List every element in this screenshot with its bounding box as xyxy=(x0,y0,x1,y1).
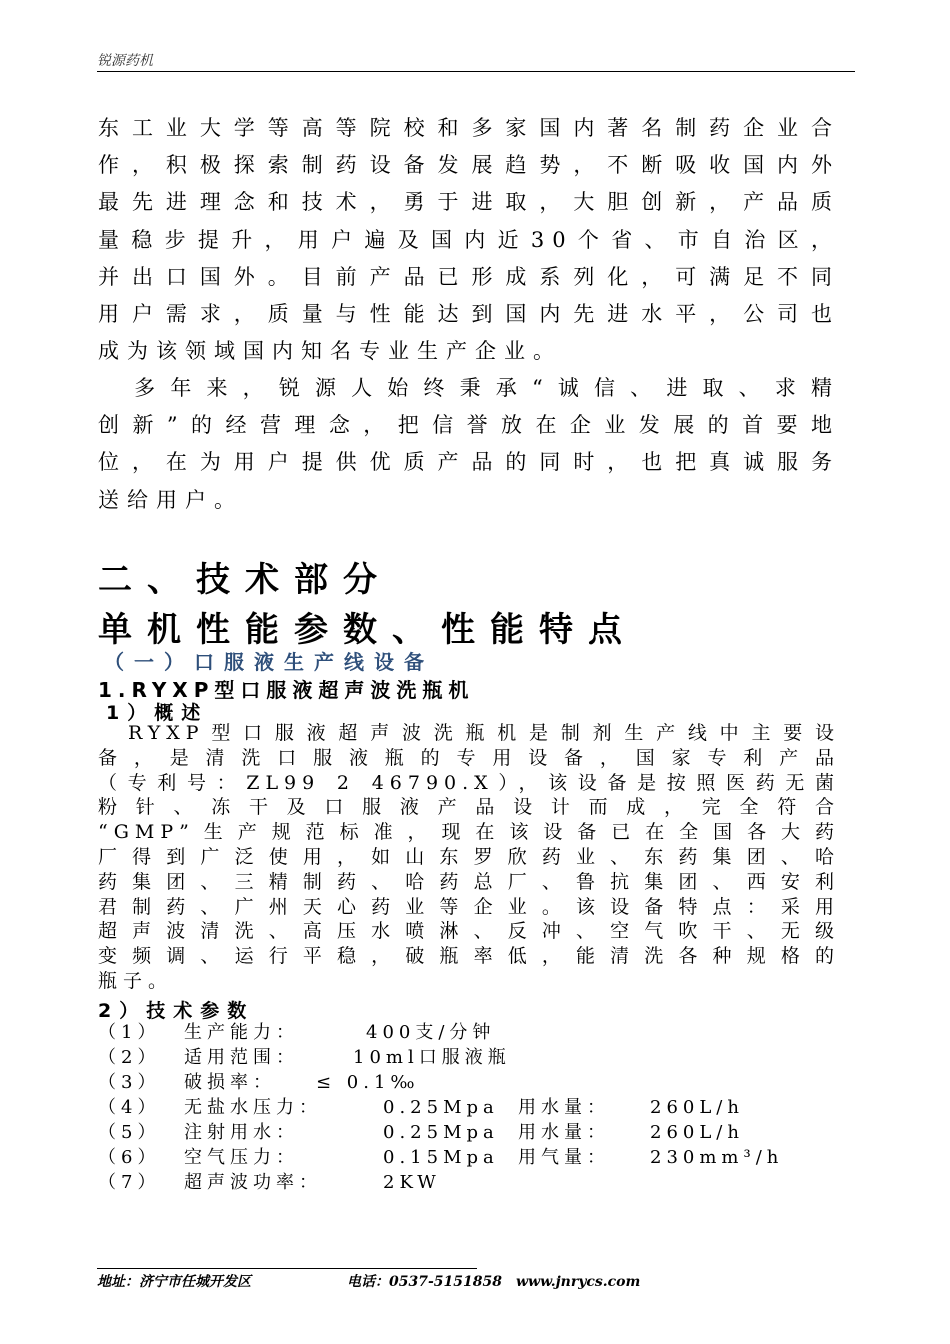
param-value: 0.25Mpa xyxy=(383,1097,499,1118)
overview-line: 药集团、三精制药、哈药总厂、鲁抗集团、西安利 xyxy=(98,870,840,893)
overview-line: 超声波清洗、高压水喷淋、反冲、空气吹干、无级 xyxy=(98,920,840,943)
intro-line: 用户需求，质量与性能达到国内先进水平，公司也 xyxy=(98,302,840,327)
param-value: 2KW xyxy=(383,1172,441,1193)
intro-line: 东工业大学等高等院校和多家国内著名制药企业合 xyxy=(98,116,840,140)
overview-line: 变频调、运行平稳，破瓶率低，能清洗各种规格的 xyxy=(98,945,840,968)
param-name: 空气压力： xyxy=(184,1147,299,1168)
param-value: 400支/分钟 xyxy=(366,1022,496,1043)
param-name: 适用范围： xyxy=(184,1047,299,1068)
param-name: 破损率： xyxy=(184,1072,276,1093)
param-name: 无盐水压力： xyxy=(184,1097,322,1118)
footer-website: www.jnrycs.com xyxy=(515,1274,641,1290)
header-divider xyxy=(97,71,855,72)
header-company: 锐源药机 xyxy=(97,53,153,69)
overview-line: 瓶子。 xyxy=(98,969,174,992)
section-title: 二、技术部分 xyxy=(98,560,392,600)
param-value: 0.15Mpa xyxy=(383,1147,499,1168)
overview-line: 厂得到广泛使用，如山东罗欣药业、东药集团、哈 xyxy=(98,845,840,868)
intro-line: 作，积极探索制药设备发展趋势，不断吸收国内外 xyxy=(98,153,840,178)
overview-line: RYXP型口服液超声波洗瓶机是制剂生产线中主要设 xyxy=(128,722,840,744)
footer-address: 地址：济宁市任城开发区 xyxy=(97,1274,251,1290)
param-number: （3） xyxy=(98,1072,161,1093)
param-number: （7） xyxy=(98,1172,161,1193)
param-number: （2） xyxy=(98,1047,161,1068)
intro-line: 成为该领域国内知名专业生产企业。 xyxy=(98,339,562,364)
overview-line: 备，是清洗口服液瓶的专用设备，国家专利产品 xyxy=(98,746,840,769)
param-number: （4） xyxy=(98,1097,161,1118)
param-name: 超声波功率： xyxy=(184,1172,322,1193)
param-extra-value: 260L/h xyxy=(650,1122,744,1143)
intro-line: 并出口国外。目前产品已形成系列化，可满足不同 xyxy=(98,264,840,289)
overview-line: 君制药、广州天心药业等企业。该设备特点：采用 xyxy=(98,895,840,918)
tech-params-heading: 2）技术参数 xyxy=(98,1000,255,1022)
footer-divider xyxy=(97,1268,477,1269)
param-name: 注射用水： xyxy=(184,1122,299,1143)
intro-line: 最先进理念和技术，勇于进取，大胆创新，产品质 xyxy=(98,190,840,215)
machine-heading: 1.RYXP型口服液超声波洗瓶机 xyxy=(98,678,475,702)
group-heading: （一）口服液生产线设备 xyxy=(104,650,434,674)
param-extra-name: 用水量： xyxy=(518,1122,610,1143)
param-extra-name: 用气量： xyxy=(518,1147,610,1168)
philosophy-line: 多年来，锐源人始终秉承“诚信、进取、求精 xyxy=(98,376,840,400)
intro-line: 量稳步提升，用户遍及国内近30个省、市自治区， xyxy=(98,227,840,252)
overview-paragraph xyxy=(98,721,840,994)
footer xyxy=(97,1271,640,1291)
param-extra-name: 用水量： xyxy=(518,1097,610,1118)
intro-paragraph xyxy=(98,110,840,370)
overview-line: （专利号：ZL99 2 46790.X），该设备是按照医药无菌 xyxy=(98,771,840,794)
param-value: 0.25Mpa xyxy=(383,1122,499,1143)
overview-line: “GMP”生产规范标准，现在该设备已在全国各大药 xyxy=(98,821,840,844)
param-extra-value: 230mm³/h xyxy=(650,1147,784,1168)
param-name: 生产能力： xyxy=(184,1022,299,1043)
param-extra-value: 260L/h xyxy=(650,1097,744,1118)
philosophy-line: 送给用户。 xyxy=(98,487,243,512)
param-number: （6） xyxy=(98,1147,161,1168)
philosophy-line: 位，在为用户提供优质产品的同时，也把真诚服务 xyxy=(98,450,840,475)
param-value: ≤ 0.1‰ xyxy=(316,1072,420,1093)
philosophy-line: 创新”的经营理念，把信誉放在企业发展的首要地 xyxy=(98,413,840,438)
footer-phone: 电话：0537-5151858 xyxy=(347,1274,502,1290)
param-number: （5） xyxy=(98,1122,161,1143)
param-value: 10ml口服液瓶 xyxy=(353,1047,511,1068)
overview-heading: 1）概述 xyxy=(106,702,209,724)
param-number: （1） xyxy=(98,1022,161,1043)
philosophy-paragraph xyxy=(98,370,840,519)
section-subtitle: 单机性能参数、性能特点 xyxy=(98,610,637,650)
overview-line: 粉针、冻干及口服液产品设计而成，完全符合 xyxy=(98,796,840,819)
